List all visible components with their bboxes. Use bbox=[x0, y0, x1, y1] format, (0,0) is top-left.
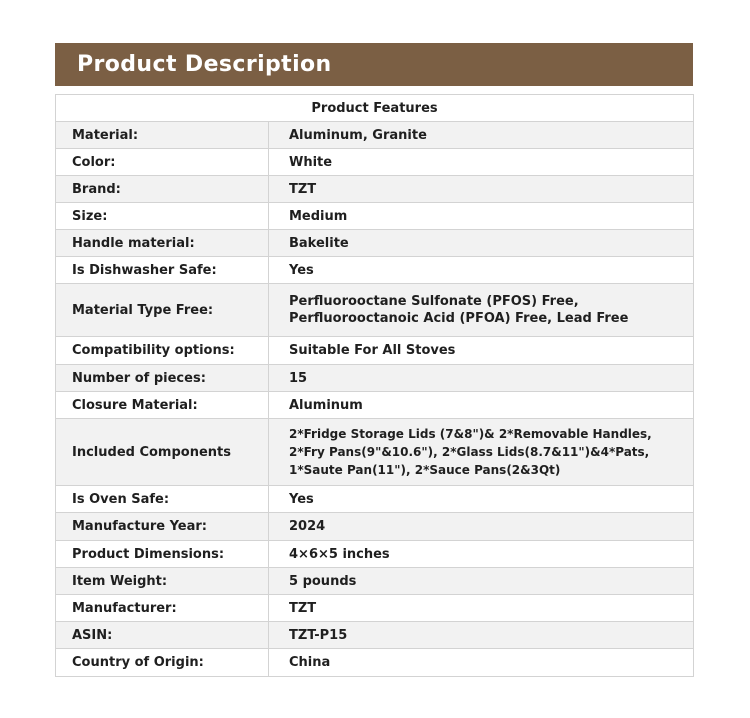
spec-label: Compatibility options: bbox=[56, 337, 269, 365]
spec-label: Manufacture Year: bbox=[56, 513, 269, 541]
spec-value-line: 2*Fry Pans(9"&10.6"), 2*Glass Lids(8.7&11")&4*Pats, bbox=[289, 445, 650, 459]
table-row bbox=[56, 541, 694, 568]
spec-label: Is Oven Safe: bbox=[56, 486, 269, 513]
table-header: Product Features bbox=[56, 95, 694, 122]
spec-label: Item Weight: bbox=[56, 568, 269, 595]
spec-value-line: 1*Saute Pan(11"), 2*Sauce Pans(2&3Qt) bbox=[289, 463, 561, 477]
spec-value: Yes bbox=[269, 257, 694, 284]
table-row bbox=[56, 622, 694, 649]
table-row bbox=[56, 284, 694, 337]
spec-label: Included Components bbox=[56, 419, 269, 486]
table-row bbox=[56, 595, 694, 622]
spec-value bbox=[269, 284, 694, 337]
spec-value: Bakelite bbox=[269, 230, 694, 257]
spec-label: Country of Origin: bbox=[56, 649, 269, 677]
spec-value: 4×6×5 inches bbox=[269, 541, 694, 568]
spec-label: Manufacturer: bbox=[56, 595, 269, 622]
table-row bbox=[56, 257, 694, 284]
spec-value-line: 2*Fridge Storage Lids (7&8")& 2*Removable Handles, bbox=[289, 427, 652, 441]
spec-value: Aluminum bbox=[269, 392, 694, 419]
spec-value: Suitable For All Stoves bbox=[269, 337, 694, 365]
table-row bbox=[56, 568, 694, 595]
spec-value: 5 pounds bbox=[269, 568, 694, 595]
spec-value: TZT bbox=[269, 176, 694, 203]
spec-label: Closure Material: bbox=[56, 392, 269, 419]
spec-label: Color: bbox=[56, 149, 269, 176]
table-row bbox=[56, 149, 694, 176]
table-row bbox=[56, 365, 694, 392]
table-row bbox=[56, 337, 694, 365]
table-row bbox=[56, 203, 694, 230]
product-features-table bbox=[55, 94, 694, 677]
table-row bbox=[56, 230, 694, 257]
spec-value: 15 bbox=[269, 365, 694, 392]
table-row bbox=[56, 122, 694, 149]
spec-label: Product Dimensions: bbox=[56, 541, 269, 568]
table-row bbox=[56, 419, 694, 486]
section-title: Product Description bbox=[77, 52, 332, 77]
spec-value bbox=[269, 419, 694, 486]
spec-label: Brand: bbox=[56, 176, 269, 203]
table-row bbox=[56, 649, 694, 677]
spec-value: TZT-P15 bbox=[269, 622, 694, 649]
spec-value: Medium bbox=[269, 203, 694, 230]
spec-value-line: Perfluorooctane Sulfonate (PFOS) Free, bbox=[289, 294, 579, 309]
spec-value-line: Perfluorooctanoic Acid (PFOA) Free, Lead Free bbox=[289, 311, 629, 326]
section-title-banner bbox=[55, 43, 693, 86]
spec-label: ASIN: bbox=[56, 622, 269, 649]
spec-label: Handle material: bbox=[56, 230, 269, 257]
spec-label: Material Type Free: bbox=[56, 284, 269, 337]
spec-value: White bbox=[269, 149, 694, 176]
table-row bbox=[56, 513, 694, 541]
spec-value: Aluminum, Granite bbox=[269, 122, 694, 149]
spec-label: Material: bbox=[56, 122, 269, 149]
table-row bbox=[56, 176, 694, 203]
spec-label: Size: bbox=[56, 203, 269, 230]
table-row bbox=[56, 392, 694, 419]
table-row bbox=[56, 486, 694, 513]
spec-label: Number of pieces: bbox=[56, 365, 269, 392]
spec-value: Yes bbox=[269, 486, 694, 513]
spec-value: 2024 bbox=[269, 513, 694, 541]
table-header-row bbox=[56, 95, 694, 122]
spec-value: TZT bbox=[269, 595, 694, 622]
spec-value: China bbox=[269, 649, 694, 677]
spec-label: Is Dishwasher Safe: bbox=[56, 257, 269, 284]
